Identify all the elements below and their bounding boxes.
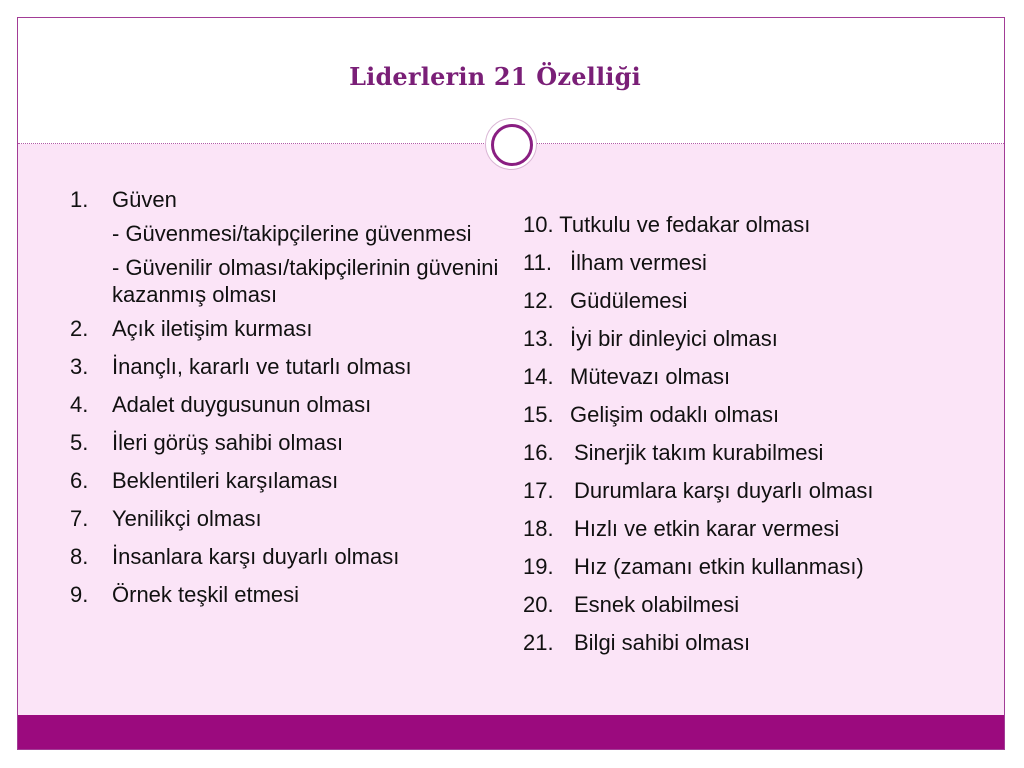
list-subitem-text: - Güvenilir olması/takipçilerinin güvenini kazanmış olması xyxy=(112,255,499,307)
list-item xyxy=(70,505,520,532)
list-item-number: 5. xyxy=(70,430,89,455)
list-item-text: Esnek olabilmesi xyxy=(574,592,740,617)
list-item-number: 3. xyxy=(70,354,89,379)
list-item-text: İnsanlara karşı duyarlı olması xyxy=(112,544,400,569)
list-item-text: 10. Tutkulu ve fedakar olması xyxy=(523,212,811,237)
list-item xyxy=(523,249,983,276)
list-item-number: 17. xyxy=(523,478,554,503)
list-item-text: İleri görüş sahibi olması xyxy=(112,430,344,455)
list-item xyxy=(70,315,520,342)
list-item xyxy=(523,439,983,466)
list-item-text: İnançlı, kararlı ve tutarlı olması xyxy=(112,354,412,379)
list-item-text: Bilgi sahibi olması xyxy=(574,630,751,655)
list-item-number: 20. xyxy=(523,592,554,617)
left-list xyxy=(70,186,520,619)
list-item xyxy=(70,429,520,456)
list-item xyxy=(523,325,983,352)
slide-title: Liderlerin 21 Özelliği xyxy=(349,62,641,91)
list-item-number: 7. xyxy=(70,506,89,531)
list-item-number: 2. xyxy=(70,316,89,341)
list-item xyxy=(523,591,983,618)
list-item xyxy=(523,287,983,314)
list-item-text: Açık iletişim kurması xyxy=(112,316,313,341)
list-item-number: 14. xyxy=(523,364,554,389)
list-item xyxy=(70,467,520,494)
list-item-number: 1. xyxy=(70,187,89,212)
list-item xyxy=(70,581,520,608)
right-list xyxy=(523,211,983,667)
list-item xyxy=(523,477,983,504)
list-item-number: 11. xyxy=(523,250,552,275)
circle-ornament-icon xyxy=(485,118,537,170)
list-item xyxy=(523,211,983,238)
list-item xyxy=(70,391,520,418)
list-item-text: Beklentileri karşılaması xyxy=(112,468,339,493)
list-item xyxy=(523,553,983,580)
list-item-text: İyi bir dinleyici olması xyxy=(570,326,778,351)
footer-bar xyxy=(18,715,1004,749)
list-subitem xyxy=(70,254,520,308)
list-item-number: 12. xyxy=(523,288,554,313)
list-item xyxy=(523,515,983,542)
list-item-text: Hızlı ve etkin karar vermesi xyxy=(574,516,840,541)
list-item-text: Güdülemesi xyxy=(570,288,688,313)
list-item-number: 16. xyxy=(523,440,554,465)
list-item xyxy=(70,543,520,570)
list-item-number: 9. xyxy=(70,582,89,607)
list-item-text: Hız (zamanı etkin kullanması) xyxy=(574,554,864,579)
list-item-number: 4. xyxy=(70,392,89,417)
list-item xyxy=(70,186,520,213)
list-item-number: 19. xyxy=(523,554,554,579)
list-item-number: 15. xyxy=(523,402,554,427)
list-item xyxy=(70,353,520,380)
list-item-text: Adalet duygusunun olması xyxy=(112,392,372,417)
list-item-text: Yenilikçi olması xyxy=(112,506,262,531)
list-item-text: Gelişim odaklı olması xyxy=(570,402,780,427)
list-item-text: Durumlara karşı duyarlı olması xyxy=(574,478,874,503)
list-item-text: İlham vermesi xyxy=(570,250,707,275)
list-item-number: 18. xyxy=(523,516,554,541)
list-item-text: Örnek teşkil etmesi xyxy=(112,582,300,607)
list-item xyxy=(523,363,983,390)
list-item xyxy=(523,629,983,656)
list-item-number: 6. xyxy=(70,468,89,493)
list-item-text: Güven xyxy=(112,187,177,212)
list-item-number: 8. xyxy=(70,544,89,569)
list-item xyxy=(523,401,983,428)
list-item-text: Mütevazı olması xyxy=(570,364,731,389)
list-item-number: 21. xyxy=(523,630,554,655)
list-subitem-text: - Güvenmesi/takipçilerine güvenmesi xyxy=(112,221,472,246)
list-item-text: Sinerjik takım kurabilmesi xyxy=(574,440,824,465)
list-item-number: 13. xyxy=(523,326,554,351)
ring-icon xyxy=(491,124,533,166)
list-subitem xyxy=(70,220,520,247)
